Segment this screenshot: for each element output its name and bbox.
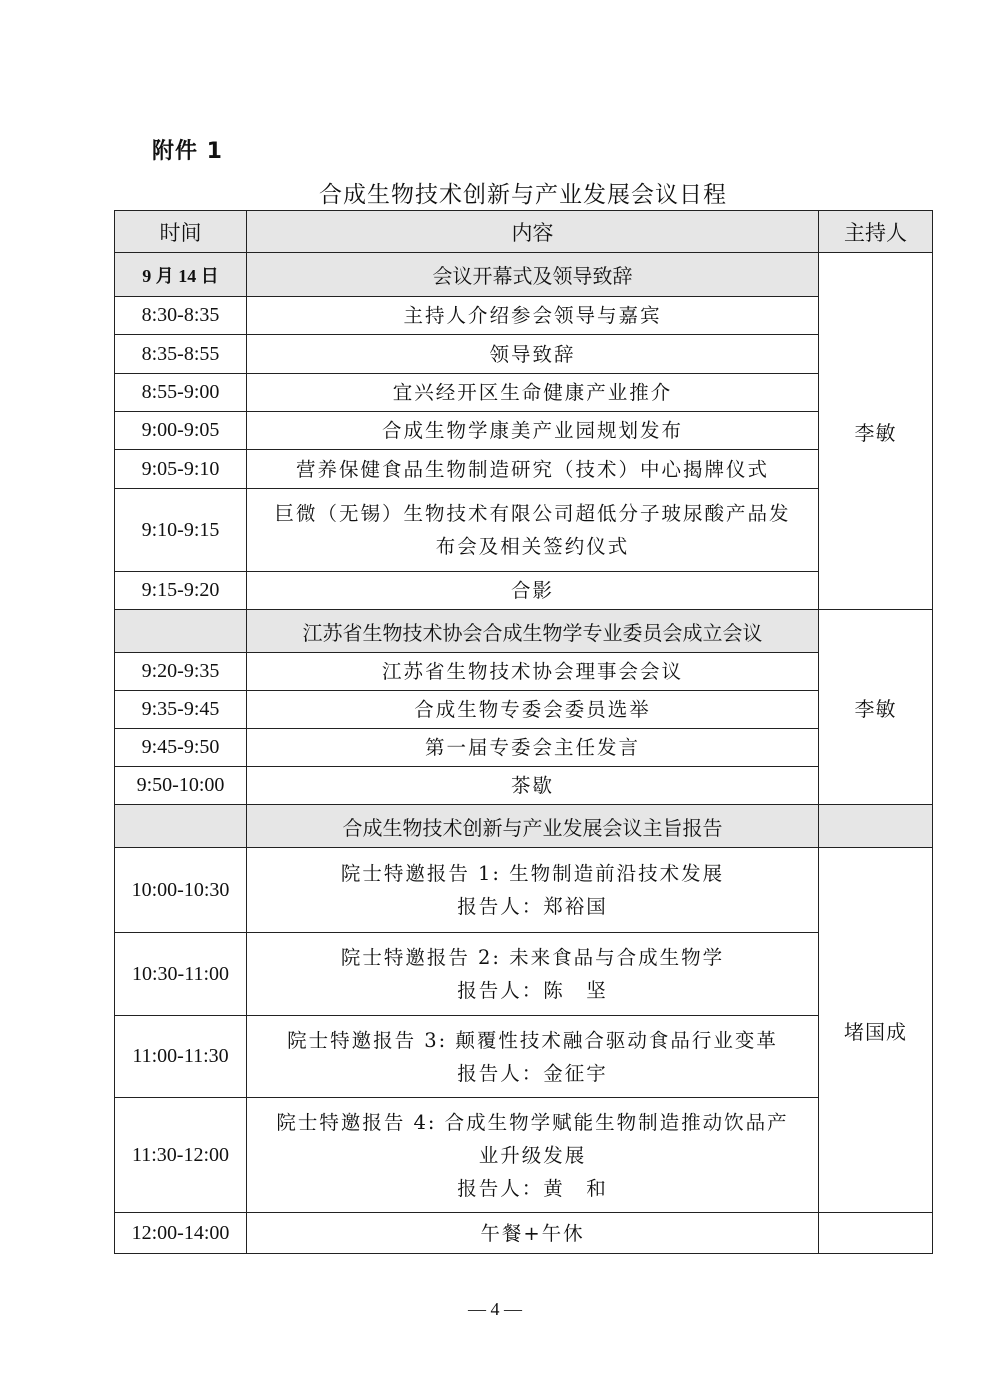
- schedule-row: [115, 297, 933, 335]
- row-time: 10:00-10:30: [115, 848, 247, 933]
- section-heading: 江苏省生物技术协会合成生物学专业委员会成立会议: [247, 610, 819, 653]
- row-content: [247, 848, 819, 933]
- row-content: [247, 335, 819, 374]
- row-time: 9:35-9:45: [115, 691, 247, 729]
- section-heading-row: [115, 253, 933, 297]
- row-content-line: 领导致辞: [489, 342, 576, 366]
- section-date: [115, 805, 247, 848]
- section-host: 堵国成: [819, 848, 933, 1213]
- row-content: [247, 1016, 819, 1098]
- row-time: 8:55-9:00: [115, 374, 247, 412]
- row-content-line: 第一届专委会主任发言: [424, 736, 640, 759]
- header-row: [115, 211, 933, 253]
- page-number: — 4 —: [468, 1299, 522, 1319]
- schedule-row: [115, 848, 933, 933]
- row-content: [247, 450, 819, 489]
- schedule-row: [115, 933, 933, 1016]
- section-date: 9 月 14 日: [115, 253, 247, 297]
- row-content-line: 主持人介绍参会领导与嘉宾: [403, 304, 662, 327]
- row-time: 9:15-9:20: [115, 572, 247, 610]
- schedule-row: [115, 374, 933, 412]
- section-host: 李敏: [819, 610, 933, 805]
- header-time: 时间: [115, 211, 247, 253]
- section-host: 李敏: [819, 253, 933, 610]
- row-time: 10:30-11:00: [115, 933, 247, 1016]
- schedule-row: [115, 412, 933, 450]
- row-time: 12:00-14:00: [115, 1213, 247, 1254]
- row-content: [247, 572, 819, 610]
- row-content: [247, 297, 819, 335]
- schedule-row: [115, 653, 933, 691]
- schedule-row: [115, 572, 933, 610]
- row-time: 9:10-9:15: [115, 489, 247, 572]
- header-host: 主持人: [819, 211, 933, 253]
- row-content-line: 合成生物学康美产业园规划发布: [381, 419, 683, 442]
- schedule-table: [114, 210, 933, 1254]
- schedule-row: [115, 450, 933, 489]
- row-content-line: 宜兴经开区生命健康产业推介: [392, 381, 673, 404]
- row-content: [247, 767, 819, 805]
- row-content-line: 业升级发展: [478, 1143, 587, 1167]
- section-heading-row: [115, 610, 933, 653]
- row-content-line: 合影: [510, 579, 554, 602]
- row-content: [247, 653, 819, 691]
- row-content-line: 院士特邀报告 1: 生物制造前沿技术发展: [340, 862, 725, 885]
- section-heading-row: [115, 805, 933, 848]
- row-content-line: 报告人：郑裕国: [457, 895, 608, 918]
- row-content-line: 报告人：陈 坚: [457, 979, 608, 1002]
- row-time: 8:35-8:55: [115, 335, 247, 374]
- row-content-line: 院士特邀报告 4: 合成生物学赋能生物制造推动饮品产: [276, 1110, 789, 1134]
- row-content-line: 江苏省生物技术协会理事会会议: [381, 660, 683, 683]
- header-content: 内容: [247, 211, 819, 253]
- lunch-row: [115, 1213, 933, 1254]
- row-time: 9:00-9:05: [115, 412, 247, 450]
- row-content-line: 茶歇: [510, 774, 554, 797]
- row-content: [247, 1098, 819, 1213]
- row-content: [247, 691, 819, 729]
- document-title: 合成生物技术创新与产业发展会议日程: [319, 182, 727, 208]
- schedule-row: [115, 691, 933, 729]
- schedule-row: [115, 729, 933, 767]
- row-time: 11:00-11:30: [115, 1016, 247, 1098]
- schedule-row: [115, 1098, 933, 1213]
- row-host: [819, 1213, 933, 1254]
- schedule-row: [115, 489, 933, 572]
- schedule-row: [115, 767, 933, 805]
- row-time: 9:05-9:10: [115, 450, 247, 489]
- row-content: [247, 933, 819, 1016]
- row-time: 8:30-8:35: [115, 297, 247, 335]
- schedule-row: [115, 335, 933, 374]
- row-time: 9:50-10:00: [115, 767, 247, 805]
- section-date: [115, 610, 247, 653]
- attachment-label: 附件 1: [152, 139, 223, 164]
- row-content-line: 巨微（无锡）生物技术有限公司超低分子玻尿酸产品发: [274, 502, 791, 525]
- row-time: 9:45-9:50: [115, 729, 247, 767]
- row-content-line: 报告人：金征宇: [457, 1061, 608, 1085]
- row-content-line: 报告人：黄 和: [457, 1176, 608, 1200]
- row-content-line: 合成生物专委会委员选举: [414, 698, 651, 721]
- section-host-blank: [819, 805, 933, 848]
- section-heading: 合成生物技术创新与产业发展会议主旨报告: [247, 805, 819, 848]
- row-content-line: 院士特邀报告 2: 未来食品与合成生物学: [340, 946, 725, 969]
- schedule-row: [115, 1016, 933, 1098]
- row-content-line: 营养保健食品生物制造研究（技术）中心揭牌仪式: [295, 457, 769, 481]
- row-content-line: 院士特邀报告 3: 颠覆性技术融合驱动食品行业变革: [287, 1028, 778, 1052]
- row-content: [247, 729, 819, 767]
- row-content: 午餐+午休: [247, 1213, 819, 1254]
- row-time: 9:20-9:35: [115, 653, 247, 691]
- row-content-line: 布会及相关签约仪式: [435, 535, 630, 558]
- section-heading: 会议开幕式及领导致辞: [247, 253, 819, 297]
- row-content: [247, 489, 819, 572]
- row-content: [247, 412, 819, 450]
- row-time: 11:30-12:00: [115, 1098, 247, 1213]
- row-content: [247, 374, 819, 412]
